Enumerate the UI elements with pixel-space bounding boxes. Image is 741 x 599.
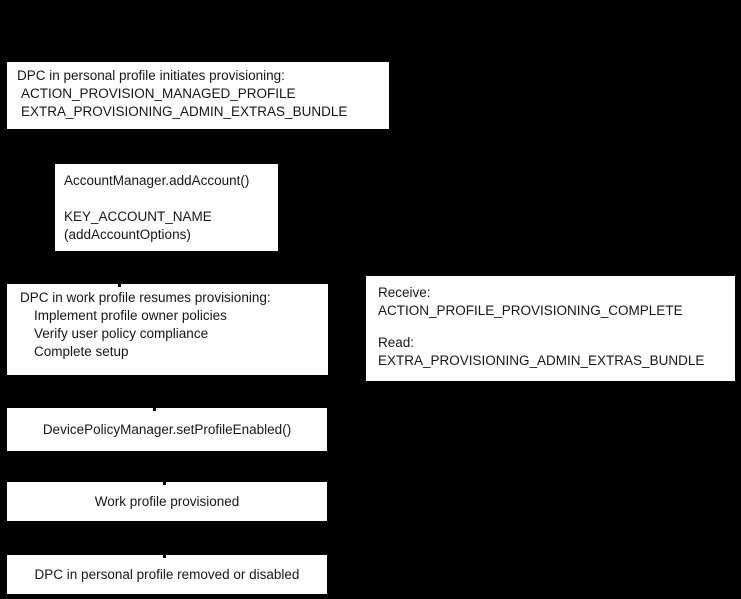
param-add-account-options: (addAccountOptions) bbox=[64, 227, 191, 242]
node-title: DPC in work profile resumes provisioning: bbox=[20, 290, 271, 305]
method-set-profile-enabled: DevicePolicyManager.setProfileEnabled() bbox=[42, 421, 292, 437]
method-add-account: AccountManager.addAccount() bbox=[64, 173, 250, 188]
arrowhead-notch bbox=[118, 284, 121, 287]
node-account-manager-add-account bbox=[55, 164, 278, 251]
constant-action-profile-provisioning-complete: ACTION_PROFILE_PROVISIONING_COMPLETE bbox=[378, 303, 683, 318]
constant-extra-provisioning-admin-extras-bundle: EXTRA_PROVISIONING_ADMIN_EXTRAS_BUNDLE bbox=[378, 353, 705, 368]
node-receive-provisioning-complete bbox=[366, 276, 735, 381]
status-work-profile-provisioned: Work profile provisioned bbox=[94, 493, 240, 509]
arrowhead-notch bbox=[153, 408, 156, 411]
node-work-profile-provisioned bbox=[7, 482, 327, 521]
receive-label: Receive: bbox=[378, 285, 431, 300]
constant-key-account-name: KEY_ACCOUNT_NAME bbox=[64, 209, 212, 224]
constant-action-provision-managed-profile: ACTION_PROVISION_MANAGED_PROFILE bbox=[21, 86, 296, 101]
node-dpc-resumes-provisioning bbox=[7, 284, 328, 375]
node-set-profile-enabled bbox=[7, 408, 327, 451]
arrowhead-notch bbox=[163, 482, 166, 485]
resume-step-3: Complete setup bbox=[34, 344, 129, 359]
constant-extra-provisioning-admin-extras-bundle: EXTRA_PROVISIONING_ADMIN_EXTRAS_BUNDLE bbox=[21, 104, 348, 119]
arrowhead-notch bbox=[163, 555, 166, 558]
resume-step-1: Implement profile owner policies bbox=[34, 308, 227, 323]
status-dpc-removed: DPC in personal profile removed or disabled bbox=[34, 566, 300, 582]
node-dpc-initiates-provisioning bbox=[7, 62, 389, 129]
resume-step-2: Verify user policy compliance bbox=[34, 326, 209, 341]
node-title: DPC in personal profile initiates provisioning: bbox=[17, 68, 285, 83]
node-dpc-removed-or-disabled bbox=[7, 555, 327, 594]
read-label: Read: bbox=[378, 335, 415, 350]
